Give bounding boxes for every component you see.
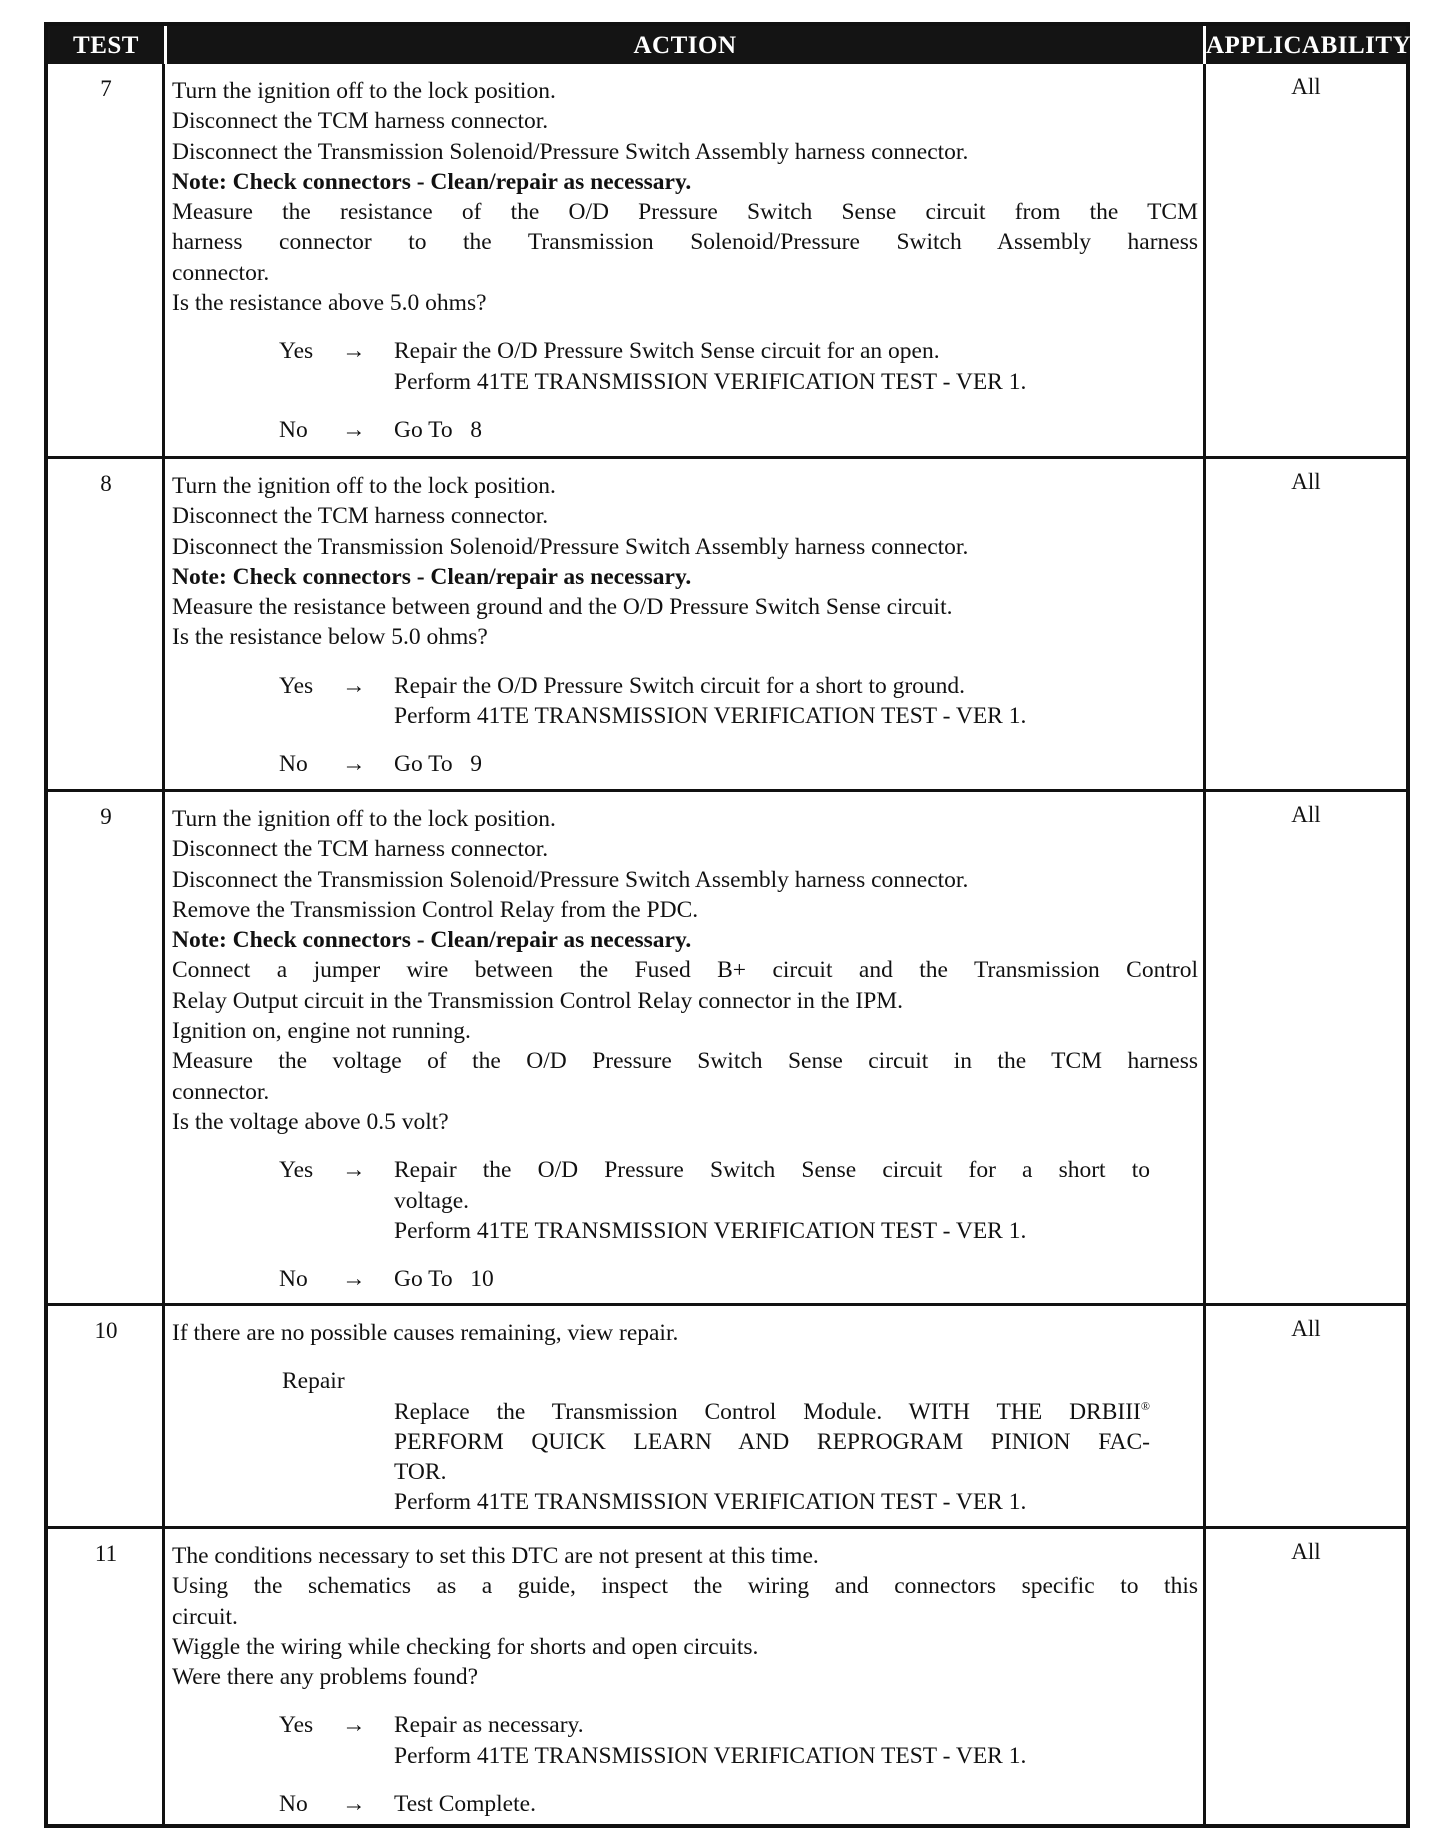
repair-line: TOR. xyxy=(394,1459,447,1486)
yes-text: Perform 41TE TRANSMISSION VERIFICATION TEST - VER 1. xyxy=(394,1217,1027,1244)
test-number: 11 xyxy=(94,1541,118,1566)
yes-text: Repair the O/D Pressure Switch circuit for a short to ground. xyxy=(394,672,966,699)
yes-answer xyxy=(172,1710,1198,1740)
action-line: If there are no possible causes remaining, view repair. xyxy=(172,1320,679,1346)
action-line: Turn the ignition off to the lock position. xyxy=(172,78,556,104)
action-line: Disconnect the TCM harness connector. xyxy=(172,503,549,530)
arrow-icon: → xyxy=(342,1791,366,1818)
action-cell xyxy=(172,471,1198,780)
repair-text xyxy=(394,1397,1150,1518)
header-test: TEST xyxy=(73,32,139,59)
table-row xyxy=(48,459,1406,789)
action-line: Measure the voltage of the O/D Pressure Switch Sense circuit in the TCM harness xyxy=(172,1048,1198,1075)
arrow-icon: → xyxy=(342,1712,366,1739)
test-table xyxy=(44,22,1410,1828)
action-cell xyxy=(172,804,1198,1294)
test-number: 9 xyxy=(100,804,112,829)
arrow-icon: → xyxy=(342,1157,366,1184)
action-line: Measure the resistance of the O/D Pressure Switch Sense circuit from the TCM xyxy=(172,199,1198,226)
applicability-cell: All xyxy=(1291,802,1321,827)
no-answer xyxy=(172,749,1198,779)
action-line: Turn the ignition off to the lock position. xyxy=(172,806,556,832)
yes-text: voltage. xyxy=(394,1187,470,1214)
no-text: Test Complete. xyxy=(394,1791,536,1818)
action-line: Ignition on, engine not running. xyxy=(172,1018,471,1045)
repair-line: PERFORM QUICK LEARN AND REPROGRAM PINION FAC- xyxy=(394,1428,1150,1455)
yes-label: Yes xyxy=(279,1157,314,1184)
no-answer xyxy=(172,1789,1198,1819)
no-label: No xyxy=(279,416,308,443)
yes-text: Repair the O/D Pressure Switch Sense circuit for an open. xyxy=(394,338,940,365)
action-line: The conditions necessary to set this DTC are not present at this time. xyxy=(172,1543,819,1569)
action-cell xyxy=(172,1541,1198,1819)
action-line: connector. xyxy=(172,259,270,286)
applicability-cell: All xyxy=(1291,74,1321,99)
table-header xyxy=(48,26,1412,64)
action-line: connector. xyxy=(172,1078,270,1105)
yes-answer xyxy=(172,671,1198,701)
header-action: ACTION xyxy=(633,32,737,59)
action-line: Disconnect the Transmission Solenoid/Pressure Switch Assembly harness connector. xyxy=(172,533,969,560)
test-number: 10 xyxy=(94,1318,118,1343)
action-line: Measure the resistance between ground and the O/D Pressure Switch Sense circuit. xyxy=(172,594,953,621)
applicability-cell: All xyxy=(1291,1539,1321,1564)
no-answer xyxy=(172,1264,1198,1294)
action-cell xyxy=(172,76,1198,445)
no-label: No xyxy=(279,1266,308,1293)
action-line: circuit. xyxy=(172,1603,238,1630)
action-line: Disconnect the TCM harness connector. xyxy=(172,836,549,863)
no-answer xyxy=(172,415,1198,445)
yes-label: Yes xyxy=(279,338,314,365)
no-text: Go To 8 xyxy=(394,416,483,443)
arrow-icon: → xyxy=(342,751,366,778)
header-applicability: APPLICABILITY xyxy=(1206,32,1412,59)
yes-text: Repair the O/D Pressure Switch Sense circuit for a short to xyxy=(394,1157,1150,1184)
applicability-cell: All xyxy=(1291,469,1321,494)
action-line: Connect a jumper wire between the Fused B+ circuit and the Transmission Control xyxy=(172,957,1198,984)
table-row xyxy=(48,1306,1406,1526)
yes-text: Perform 41TE TRANSMISSION VERIFICATION TEST - VER 1. xyxy=(394,368,1027,395)
arrow-icon: → xyxy=(342,672,366,699)
action-line: Turn the ignition off to the lock position. xyxy=(172,473,556,499)
arrow-icon: → xyxy=(342,416,366,443)
arrow-icon: → xyxy=(342,1266,366,1293)
question-line: Is the voltage above 0.5 volt? xyxy=(172,1108,449,1135)
arrow-icon: → xyxy=(342,338,366,365)
registered-mark: ® xyxy=(1140,1398,1150,1413)
yes-text: Perform 41TE TRANSMISSION VERIFICATION TEST - VER 1. xyxy=(394,1742,1027,1769)
table-row xyxy=(48,792,1406,1303)
yes-label: Yes xyxy=(279,1712,314,1739)
no-label: No xyxy=(279,751,308,778)
yes-answer xyxy=(172,336,1198,366)
yes-label: Yes xyxy=(279,672,314,699)
applicability-cell: All xyxy=(1291,1316,1321,1341)
question-line: Is the resistance below 5.0 ohms? xyxy=(172,624,488,651)
repair-line: Perform 41TE TRANSMISSION VERIFICATION TEST - VER 1. xyxy=(394,1489,1027,1516)
action-line: Remove the Transmission Control Relay from the PDC. xyxy=(172,896,699,923)
action-line: Using the schematics as a guide, inspect the wiring and connectors specific to this xyxy=(172,1573,1198,1600)
action-cell xyxy=(172,1318,1198,1518)
yes-answer xyxy=(172,1155,1198,1185)
no-text: Go To 9 xyxy=(394,751,483,778)
repair-label: Repair xyxy=(282,1368,345,1395)
action-line: Relay Output circuit in the Transmission Control Relay connector in the IPM. xyxy=(172,987,904,1014)
test-number: 8 xyxy=(100,471,112,496)
table-row xyxy=(48,64,1406,456)
action-line: Wiggle the wiring while checking for shorts and open circuits. xyxy=(172,1633,759,1660)
action-line: harness connector to the Transmission Solenoid/Pressure Switch Assembly harness xyxy=(172,229,1198,256)
action-line: Disconnect the TCM harness connector. xyxy=(172,108,549,135)
note-line: Note: Check connectors - Clean/repair as necessary. xyxy=(172,563,692,590)
no-text: Go To 10 xyxy=(394,1266,494,1293)
action-line: Disconnect the Transmission Solenoid/Pressure Switch Assembly harness connector. xyxy=(172,866,969,893)
repair-line: Replace the Transmission Control Module. WITH THE DRBIII® xyxy=(394,1398,1150,1425)
table-row xyxy=(48,1529,1406,1825)
action-line: Disconnect the Transmission Solenoid/Pressure Switch Assembly harness connector. xyxy=(172,138,969,165)
yes-text: Repair as necessary. xyxy=(394,1712,584,1739)
question-line: Were there any problems found? xyxy=(172,1664,479,1691)
note-line: Note: Check connectors - Clean/repair as necessary. xyxy=(172,927,692,954)
yes-text: Perform 41TE TRANSMISSION VERIFICATION TEST - VER 1. xyxy=(394,703,1027,730)
test-number: 7 xyxy=(100,76,112,101)
no-label: No xyxy=(279,1791,308,1818)
note-line: Note: Check connectors - Clean/repair as necessary. xyxy=(172,168,692,195)
question-line: Is the resistance above 5.0 ohms? xyxy=(172,290,487,317)
